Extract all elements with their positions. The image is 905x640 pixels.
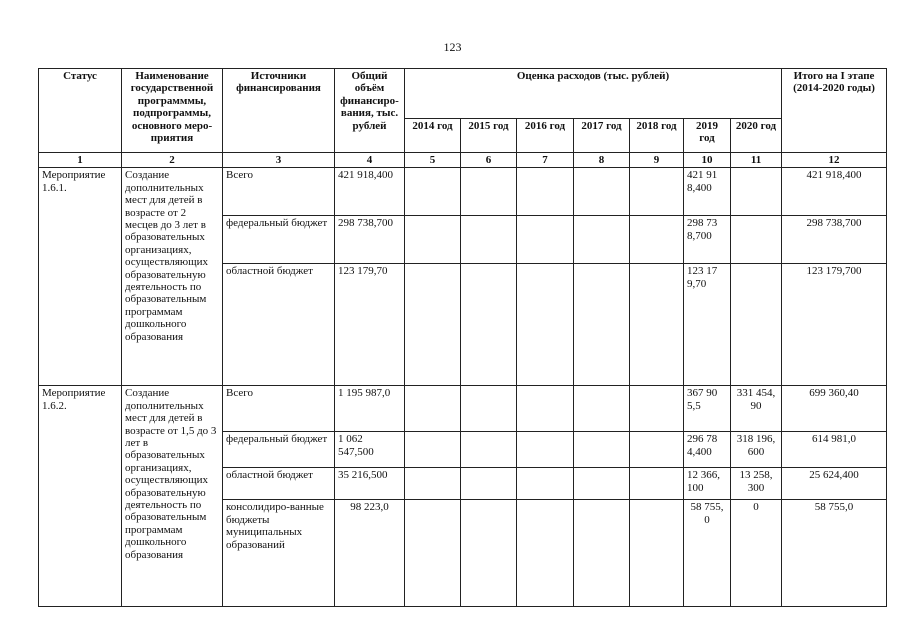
year-cell: [405, 168, 461, 216]
year-cell: [574, 386, 630, 432]
source-cell: консолидиро-ванные бюджеты муниципальных образований: [223, 500, 335, 607]
year-cell: [574, 500, 630, 607]
year-cell: [461, 432, 517, 468]
measure-status: Мероприятие 1.6.1.: [39, 168, 122, 386]
year-cell: [517, 264, 574, 386]
year-cell: [731, 216, 782, 264]
total-cell: 1 195 987,0: [335, 386, 405, 432]
total-cell: 35 216,500: [335, 468, 405, 500]
year-cell: [517, 216, 574, 264]
header-total: Общий объём финансиро-вания, тыс. рублей: [335, 69, 405, 153]
total-cell: 1 062 547,500: [335, 432, 405, 468]
header-year: 2019 год: [684, 119, 731, 153]
total-cell: 298 738,700: [335, 216, 405, 264]
column-number: 4: [335, 153, 405, 168]
year-cell: [630, 168, 684, 216]
source-cell: Всего: [223, 386, 335, 432]
header-stage-total: Итого на I этапе (2014-2020 годы): [782, 69, 887, 153]
stage-total-cell: 421 918,400: [782, 168, 887, 216]
year-cell: 298 73 8,700: [684, 216, 731, 264]
header-expense-estimate: Оценка расходов (тыс. рублей): [405, 69, 782, 119]
column-number: 11: [731, 153, 782, 168]
year-cell: [574, 168, 630, 216]
year-cell: 331 454, 90: [731, 386, 782, 432]
year-cell: 296 78 4,400: [684, 432, 731, 468]
year-cell: [630, 500, 684, 607]
column-number: 2: [122, 153, 223, 168]
column-number: 8: [574, 153, 630, 168]
year-cell: [630, 468, 684, 500]
year-cell: 318 196, 600: [731, 432, 782, 468]
header-sources: Источники финансирования: [223, 69, 335, 153]
year-cell: [630, 216, 684, 264]
header-year: 2020 год: [731, 119, 782, 153]
year-cell: [461, 468, 517, 500]
source-cell: Всего: [223, 168, 335, 216]
year-cell: [731, 264, 782, 386]
year-cell: [517, 386, 574, 432]
year-cell: [574, 216, 630, 264]
year-cell: [405, 500, 461, 607]
column-number: 10: [684, 153, 731, 168]
stage-total-cell: 58 755,0: [782, 500, 887, 607]
year-cell: 0: [731, 500, 782, 607]
measure-name: Создание дополнительных мест для детей в возрасте от 2 месцев до 3 лет в образовательных организациях, осуществляющих образовательную деятельность по образовательным программам дошкольного образования: [122, 168, 223, 386]
year-cell: [405, 216, 461, 264]
year-cell: [574, 432, 630, 468]
year-cell: [461, 168, 517, 216]
year-cell: 13 258, 300: [731, 468, 782, 500]
year-cell: [630, 386, 684, 432]
header-year: 2014 год: [405, 119, 461, 153]
total-cell: 421 918,400: [335, 168, 405, 216]
year-cell: [574, 468, 630, 500]
year-cell: [731, 168, 782, 216]
year-cell: [517, 168, 574, 216]
year-cell: [405, 386, 461, 432]
header-status: Статус: [39, 69, 122, 153]
stage-total-cell: 25 624,400: [782, 468, 887, 500]
header-year: 2017 год: [574, 119, 630, 153]
header-year: 2016 год: [517, 119, 574, 153]
year-cell: [517, 432, 574, 468]
column-number: 12: [782, 153, 887, 168]
measure-status: Мероприятие 1.6.2.: [39, 386, 122, 607]
source-cell: федеральный бюджет: [223, 216, 335, 264]
header-year: 2015 год: [461, 119, 517, 153]
year-cell: 367 90 5,5: [684, 386, 731, 432]
year-cell: 12 366, 100: [684, 468, 731, 500]
total-cell: 123 179,70: [335, 264, 405, 386]
year-cell: [405, 264, 461, 386]
year-cell: [461, 500, 517, 607]
column-number: 9: [630, 153, 684, 168]
page-number: 123: [443, 40, 462, 54]
source-cell: федеральный бюджет: [223, 432, 335, 468]
year-cell: [405, 432, 461, 468]
year-cell: 58 755, 0: [684, 500, 731, 607]
year-cell: [517, 468, 574, 500]
table-row: [39, 386, 887, 432]
year-cell: [630, 264, 684, 386]
year-cell: [461, 216, 517, 264]
year-cell: 421 91 8,400: [684, 168, 731, 216]
column-number: 1: [39, 153, 122, 168]
year-cell: [574, 264, 630, 386]
total-cell: 98 223,0: [335, 500, 405, 607]
year-cell: [517, 500, 574, 607]
stage-total-cell: 614 981,0: [782, 432, 887, 468]
source-cell: областной бюджет: [223, 468, 335, 500]
year-cell: [405, 468, 461, 500]
stage-total-cell: 123 179,700: [782, 264, 887, 386]
column-number: 6: [461, 153, 517, 168]
header-name: Наименование государственной программмы, подпрограммы, основного меро-приятия: [122, 69, 223, 153]
source-cell: областной бюджет: [223, 264, 335, 386]
year-cell: [461, 264, 517, 386]
measure-name: Создание дополнительных мест для детей в возрасте от 1,5 до 3 лет в образовательных организациях, осуществляющих образовательную деятельность по образовательным программам дошкольного образования: [122, 386, 223, 607]
stage-total-cell: 298 738,700: [782, 216, 887, 264]
column-number: 5: [405, 153, 461, 168]
year-cell: [461, 386, 517, 432]
stage-total-cell: 699 360,40: [782, 386, 887, 432]
column-number: 7: [517, 153, 574, 168]
table-row: [39, 168, 887, 216]
year-cell: [630, 432, 684, 468]
header-year: 2018 год: [630, 119, 684, 153]
budget-table: [38, 68, 887, 607]
year-cell: 123 17 9,70: [684, 264, 731, 386]
column-number: 3: [223, 153, 335, 168]
